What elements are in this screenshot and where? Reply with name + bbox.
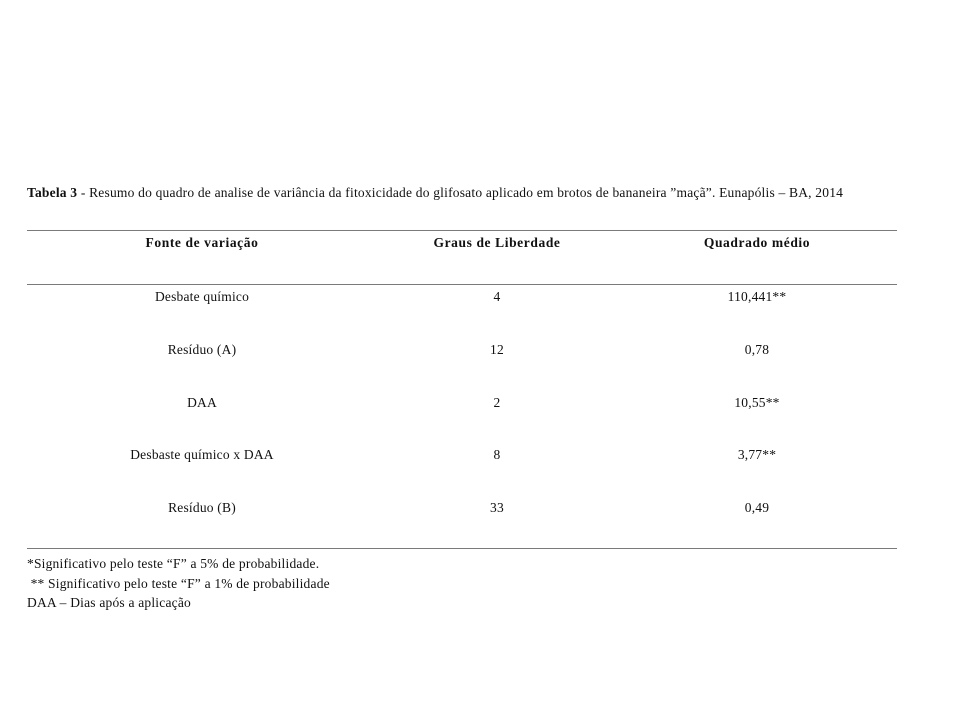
header-fonte-de-variacao: Fonte de variação xyxy=(145,235,259,250)
row-gl: 33 xyxy=(490,500,504,515)
table-caption xyxy=(27,184,907,202)
row-gl: 2 xyxy=(493,395,501,410)
header-graus-de-liberdade: Graus de Liberdade xyxy=(433,235,561,250)
footnote-daa-definition: DAA – Dias após a aplicação xyxy=(27,595,191,610)
row-fonte: Resíduo (B) xyxy=(168,500,236,515)
row-qm: 3,77** xyxy=(737,447,777,462)
row-fonte: Resíduo (A) xyxy=(167,342,237,357)
row-gl: 4 xyxy=(493,289,501,304)
table-top-rule xyxy=(27,230,897,231)
row-fonte: Desbaste químico x DAA xyxy=(130,447,274,462)
caption-text: - Resumo do quadro de analise de variância da fitoxicidade do glifosato aplicado em brotos de bananeira ”maçã”. Eunapólis – BA, 2014 xyxy=(77,185,844,200)
footnote-significance-5pct: *Significativo pelo teste “F” a 5% de probabilidade. xyxy=(27,556,320,571)
row-qm: 0,49 xyxy=(744,500,770,515)
row-qm: 110,441** xyxy=(727,289,787,304)
caption-label: Tabela 3 xyxy=(27,185,78,200)
table-bottom-rule xyxy=(27,548,897,549)
row-gl: 12 xyxy=(490,342,504,357)
row-qm: 10,55** xyxy=(734,395,780,410)
footnote-significance-1pct: ** Significativo pelo teste “F” a 1% de probabilidade xyxy=(27,576,330,591)
row-fonte: Desbate químico xyxy=(154,289,250,304)
header-quadrado-medio: Quadrado médio xyxy=(703,235,811,250)
row-gl: 8 xyxy=(493,447,501,462)
table-header-rule xyxy=(27,284,897,285)
row-qm: 0,78 xyxy=(744,342,770,357)
row-fonte: DAA xyxy=(187,395,217,410)
